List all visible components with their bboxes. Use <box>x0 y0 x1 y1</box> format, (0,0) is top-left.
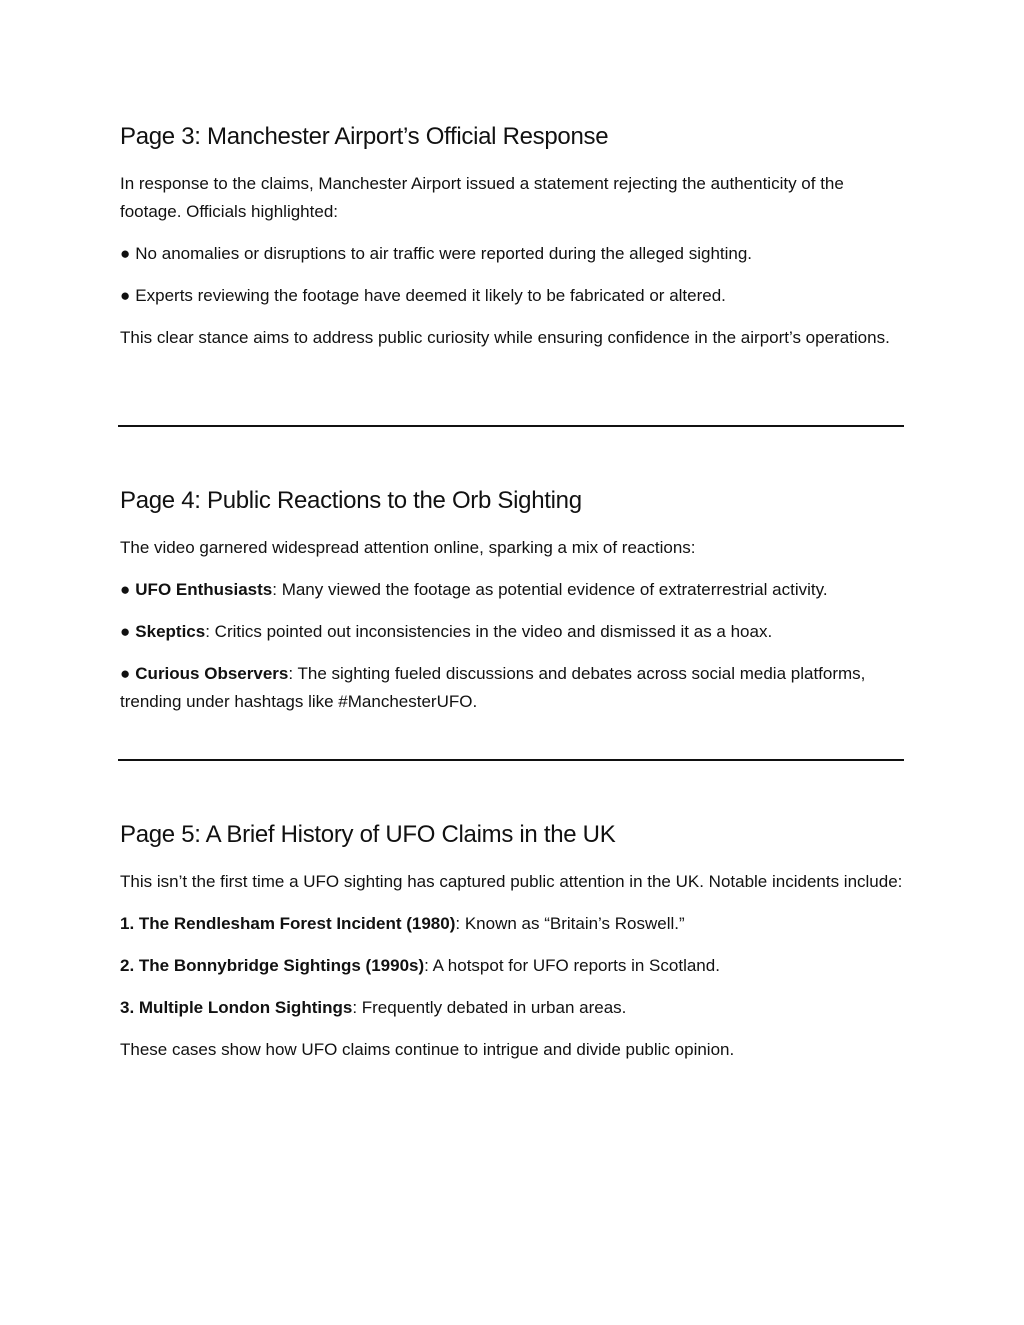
item-text: : Known as “Britain’s Roswell.” <box>455 914 685 933</box>
section-closing: This clear stance aims to address public curiosity while ensuring confidence in the airport’s operations. <box>120 328 890 347</box>
bullet-marker: ● <box>120 622 131 641</box>
section-intro: The video garnered widespread attention online, sparking a mix of reactions: <box>120 538 696 557</box>
horizontal-divider <box>118 425 904 427</box>
bullet-item <box>120 618 906 646</box>
section-airport-response <box>120 122 906 366</box>
section-intro: In response to the claims, Manchester Airport issued a statement rejecting the authenticity of the footage. Officials highlighted: <box>120 174 844 221</box>
bullet-marker: ● <box>120 664 131 683</box>
section-intro: This isn’t the first time a UFO sighting has captured public attention in the UK. Notable incidents include: <box>120 872 903 891</box>
section-closing: These cases show how UFO claims continue to intrigue and divide public opinion. <box>120 1040 735 1059</box>
section-title: Page 3: Manchester Airport’s Official Response <box>120 123 609 150</box>
numbered-item <box>120 910 906 938</box>
bullet-label: Curious Observers <box>135 664 289 683</box>
bullet-text: No anomalies or disruptions to air traffic were reported during the alleged sighting. <box>135 244 753 263</box>
section-title: Page 5: A Brief History of UFO Claims in the UK <box>120 821 616 848</box>
section-title: Page 4: Public Reactions to the Orb Sighting <box>120 487 582 514</box>
item-label: 3. Multiple London Sightings <box>120 998 353 1017</box>
bullet-text: Experts reviewing the footage have deemed it likely to be fabricated or altered. <box>135 286 726 305</box>
bullet-item <box>120 660 906 716</box>
horizontal-divider <box>118 759 904 761</box>
bullet-item <box>120 282 906 310</box>
bullet-text: : Critics pointed out inconsistencies in the video and dismissed it as a hoax. <box>205 622 773 641</box>
item-label: 1. The Rendlesham Forest Incident (1980) <box>120 914 456 933</box>
section-public-reactions <box>120 486 906 730</box>
bullet-item <box>120 240 906 268</box>
bullet-text: : Many viewed the footage as potential evidence of extraterrestrial activity. <box>272 580 828 599</box>
bullet-item <box>120 576 906 604</box>
item-text: : Frequently debated in urban areas. <box>352 998 627 1017</box>
bullet-marker: ● <box>120 286 131 305</box>
bullet-label: UFO Enthusiasts <box>135 580 273 599</box>
item-text: : A hotspot for UFO reports in Scotland. <box>424 956 720 975</box>
bullet-marker: ● <box>120 244 131 263</box>
bullet-marker: ● <box>120 580 131 599</box>
section-ufo-history <box>120 820 906 1078</box>
item-label: 2. The Bonnybridge Sightings (1990s) <box>120 956 425 975</box>
numbered-item <box>120 994 906 1022</box>
numbered-item <box>120 952 906 980</box>
bullet-label: Skeptics <box>135 622 206 641</box>
bullet-text: : The sighting fueled discussions and debates across social media platforms, trending under hashtags like #ManchesterUFO. <box>120 664 866 711</box>
